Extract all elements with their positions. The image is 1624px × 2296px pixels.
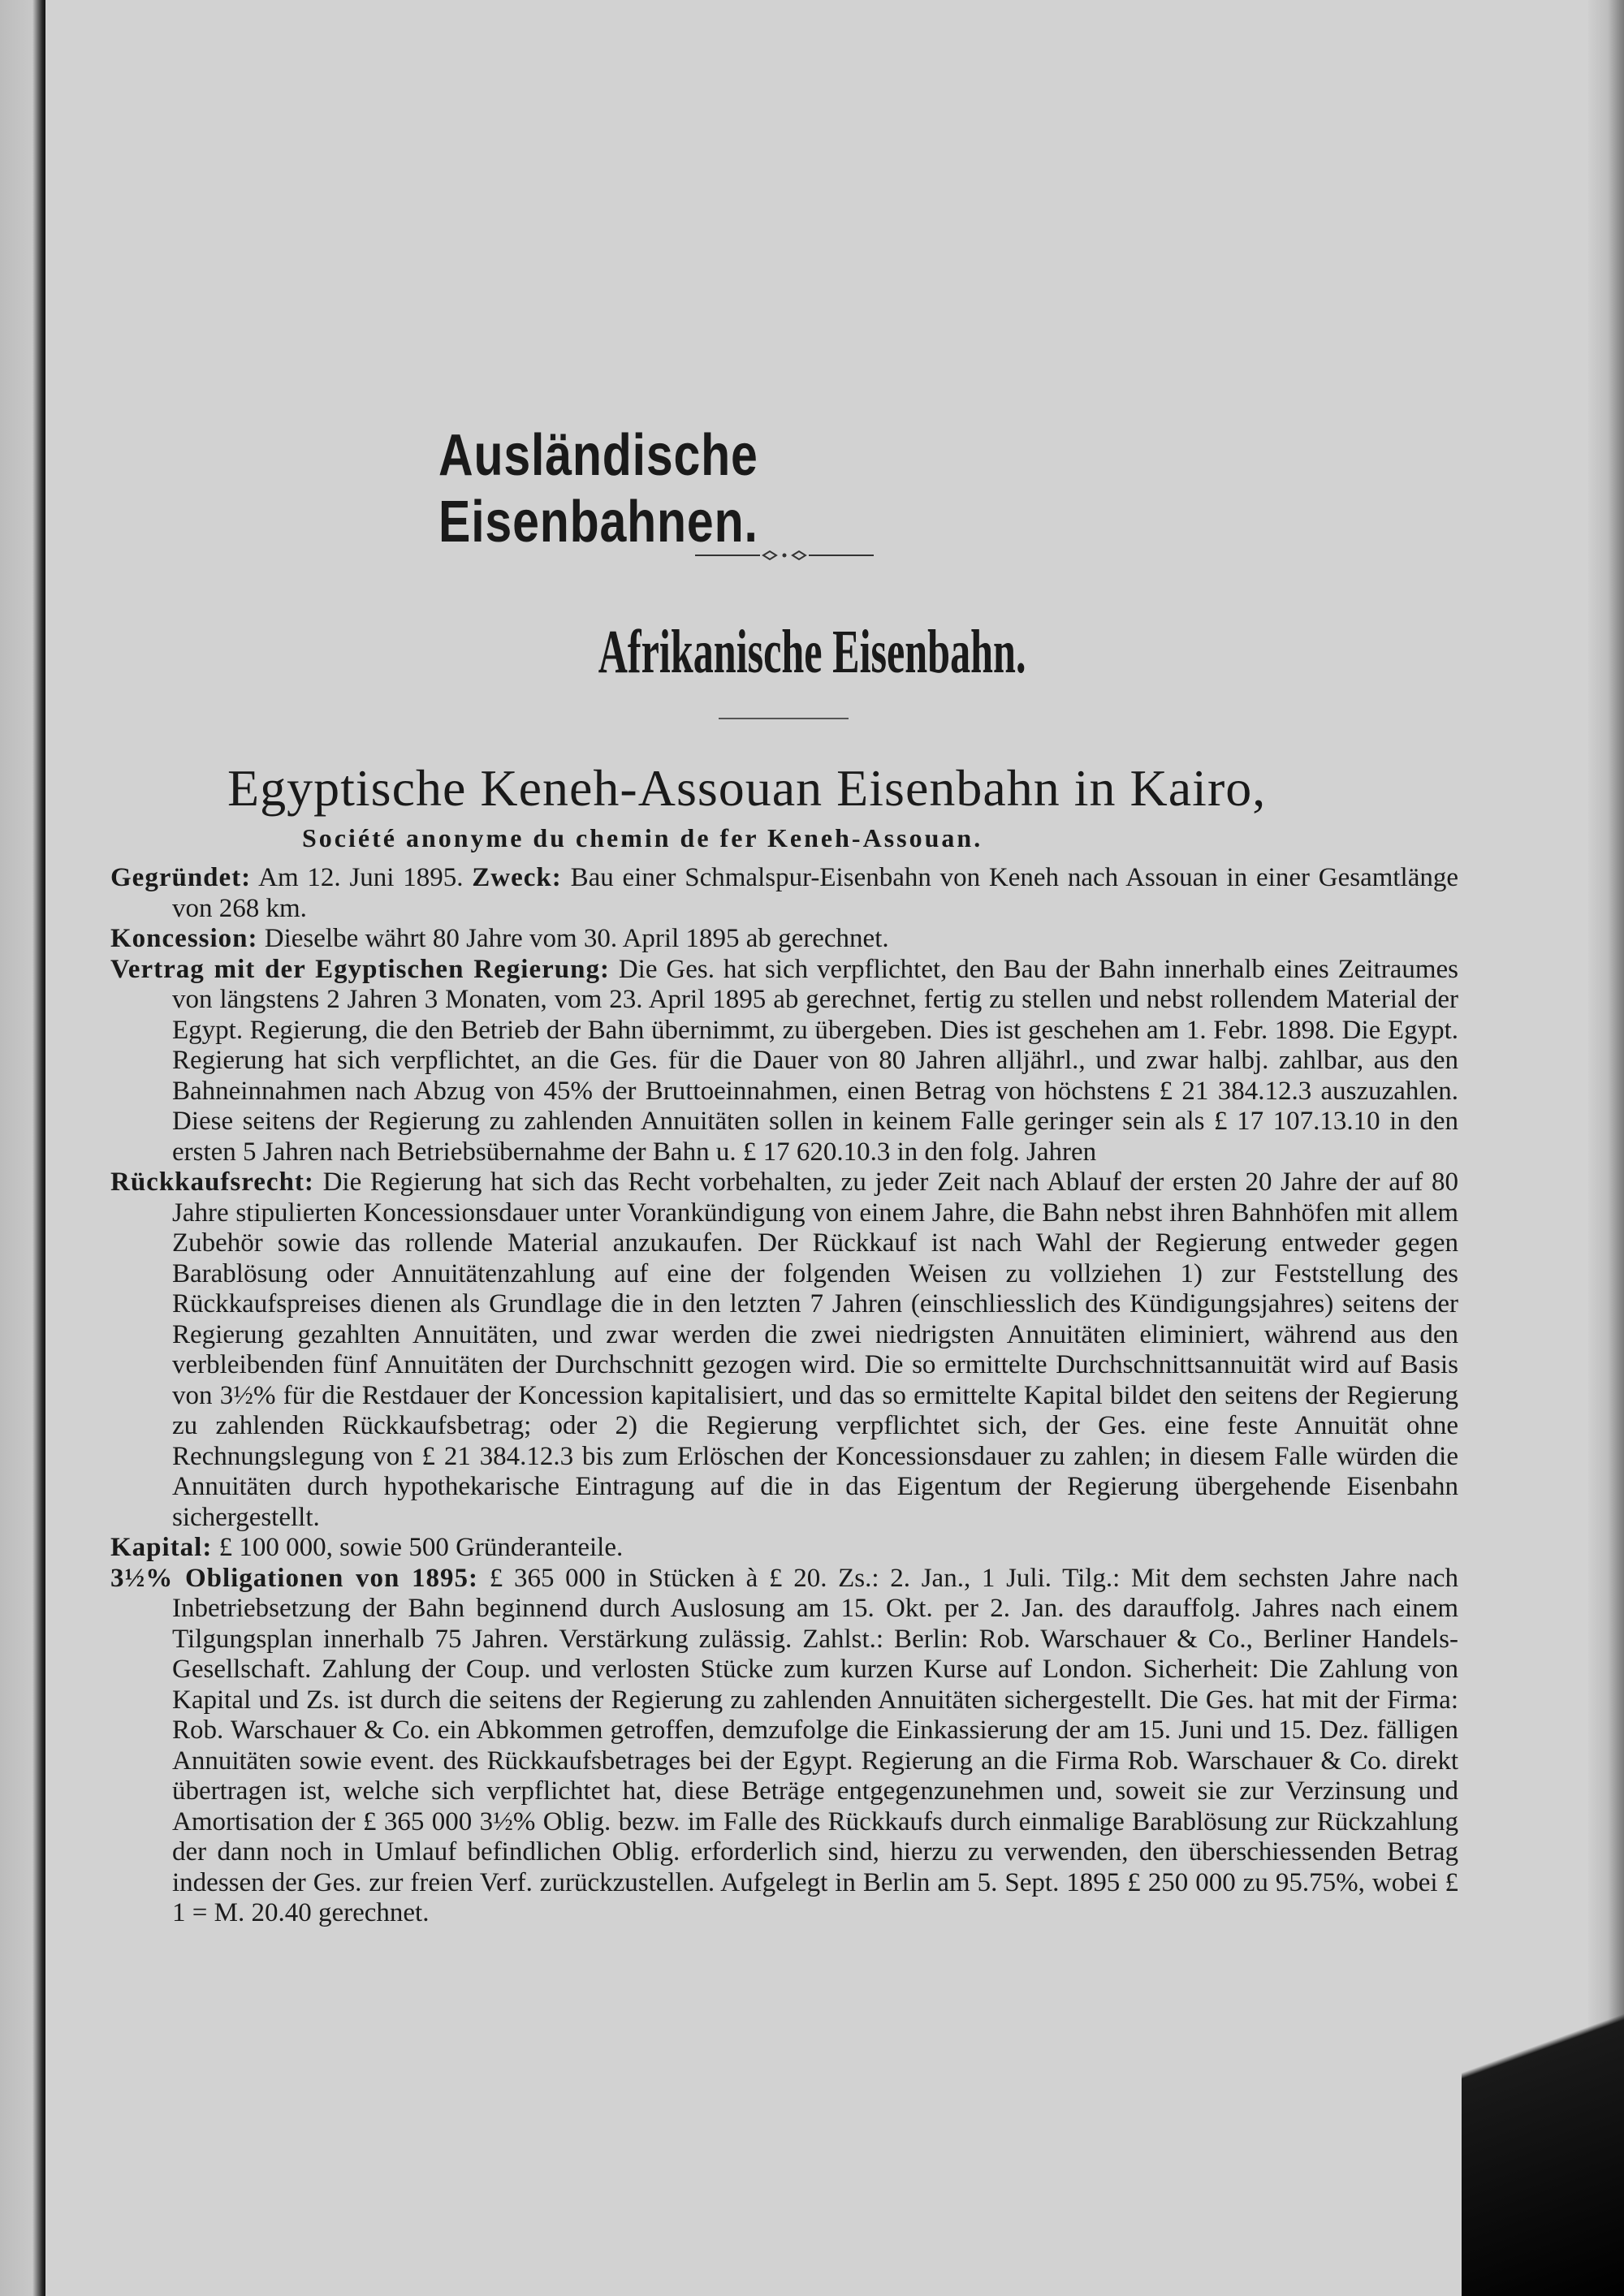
main-title: Ausländische Eisenbahnen.: [438, 423, 758, 555]
entry-text: Am 12. Juni 1895.: [258, 863, 464, 892]
section-title-text: Afrikanische Eisenbahn.: [598, 618, 1026, 686]
entry-text: £ 365 000 in Stücken à £ 20. Zs.: 2. Jan., 1 Juli. Tilg.: Mit dem sechsten Jahre nach Inbetriebsetzung der Bahn beginnend durch Auslosung am 15. Okt. per 2. Jan. des darauffolg. Jahres nach einem Tilgungsplan innerhalb 75 Jahren. Verstärkung zulässig. Zahlst.: Berlin: Rob. Warschauer & Co., Berliner Handels-Gesellschaft. Zahlung der Coup. und verlosten Stücke zum kurzen Kurse auf London. Sicherheit: Die Zahlung von Kapital und Zs. ist durch die seitens der Regierung zu zahlenden Annuitäten sichergestellt. Die Ges. hat mit der Firma: Rob. Warschauer & Co. ein Abkommen getroffen, demzufolge die Einkassierung der am 15. Juni und 15. Dez. fälligen Annuitäten sowie event. des Rückkaufsbetrages bei der Egypt. Regierung an die Firma Rob. Warschauer & Co. direkt übertragen ist, welche sich verpflichtet hat, diese Beträge entgegenzunehmen und, soweit sie zur Verzinsung und Amortisation der £ 365 000 3½% Oblig. bezw. im Falle des Rückkaufs durch einmalige Barablösung zur Rückzahlung der dann noch in Umlauf befindlichen Oblig. erforderlich sind, hierzu zu verwenden, den überschiessenden Betrag indessen der Ges. zur freien Verf. zurückzustellen. Aufgelegt in Berlin am 5. Sept. 1895 £ 250 000 zu 95.75%, wobei £ 1 = M. 20.40 gerechnet.: [172, 1563, 1459, 1927]
left-binding-edge: [0, 0, 45, 2296]
company-name: Egyptische Keneh-Assouan Eisenbahn in Kairo,: [227, 759, 1267, 817]
entry-label: Rückkaufsrecht:: [110, 1167, 314, 1197]
entry-text: Die Regierung hat sich das Recht vorbehalten, zu jeder Zeit nach Ablauf der ersten 20 Jahre der auf 80 Jahre stipulierten Koncessionsdauer unter Vorankündigung von einem Jahre, die Bahn nebst ihren Bahnhöfen mit allem Zubehör sowie das rollende Material anzukaufen. Der Rückkauf ist nach Wahl der Regierung entweder gegen Barablösung oder Annuitätenzahlung auf eine der folgenden Weisen zu vollziehen 1) zur Feststellung des Rückkaufspreises dienen als Grundlage die in den letzten 7 Jahren (einschliesslich des Kündigungsjahres) seitens der Regierung gezahlten Annuitäten, und zwar werden die zwei niedrigsten Annuitäten eliminiert, während aus den verbleibenden fünf Annuitäten der Durchschnitt gezogen wird. Die so ermittelte Durchschnittsannuität wird auf Basis von 3½% für die Restdauer der Koncession kapitalisiert, und das so ermittelte Kapital bildet den seitens der Regierung zu zahlenden Rückkaufsbetrag; oder 2) die Regierung verpflichtet sich, der Ges. eine feste Annuität ohne Rechnungslegung von £ 21 384.12.3 bis zum Erlöschen der Koncessionsdauer zu zahlen; in diesem Falle würden die Annuitäten durch hypothekarische Eintragung auf die in das Eigentum der Regierung übergehende Eisenbahn sichergestellt.: [172, 1167, 1458, 1532]
entry-koncession: [110, 924, 1458, 955]
ornament-divider: [695, 549, 874, 562]
document-body: [110, 863, 1458, 1929]
entry-label: Kapital:: [110, 1533, 213, 1562]
entry-label: Gegründet:: [110, 863, 252, 892]
entry-rueckkaufsrecht: [110, 1167, 1458, 1533]
entry-text: Bau einer Schmalspur-Eisenbahn von Keneh nach Assouan in einer Gesamtlänge von 268 km.: [172, 863, 1459, 923]
entry-kapital: [110, 1533, 1458, 1564]
entry-text: Dieselbe währt 80 Jahre vom 30. April 1895 ab gerechnet.: [264, 924, 889, 953]
entry-label: 3½% Obligationen von 1895:: [110, 1563, 479, 1593]
entry-obligationen: [110, 1564, 1458, 1929]
section-title: [0, 617, 1624, 688]
entry-text: £ 100 000, sowie 500 Gründeranteile.: [218, 1533, 624, 1562]
entry-text: Die Ges. hat sich verpflichtet, den Bau der Bahn innerhalb eines Zeitraumes von längstens 2 Jahren 3 Monaten, vom 23. April 1895 ab gerechnet, fertig zu stellen und nebst rollendem Material der Egypt. Regierung, die den Betrieb der Bahn übernimmt, zu übergeben. Dies ist geschehen am 1. Febr. 1898. Die Egypt. Regierung hat sich verpflichtet, an die Ges. für die Dauer von 80 Jahren alljährl., und zwar halbj. zahlbar, aus den Bahneinnahmen nach Abzug von 45% der Bruttoeinnahmen, einen Betrag von höchstens £ 21 384.12.3 auszuzahlen. Diese seitens der Regierung zu zahlenden Annuitäten sollen in keinem Falle geringer sein als £ 17 107.13.10 in den ersten 5 Jahren nach Betriebsübernahme der Bahn u. £ 17 620.10.3 in den folg. Jahren: [172, 954, 1459, 1167]
entry-gegruendet: [110, 863, 1458, 924]
entry-label: Zweck:: [472, 863, 562, 892]
corner-shadow: [1462, 1728, 1624, 2296]
entry-vertrag: [110, 955, 1458, 1168]
entry-label: Vertrag mit der Egyptischen Regierung:: [110, 954, 610, 984]
entry-label: Koncession:: [110, 924, 258, 953]
divider-rule: [719, 718, 849, 719]
company-subtitle: Société anonyme du chemin de fer Keneh-Assouan.: [302, 823, 983, 852]
